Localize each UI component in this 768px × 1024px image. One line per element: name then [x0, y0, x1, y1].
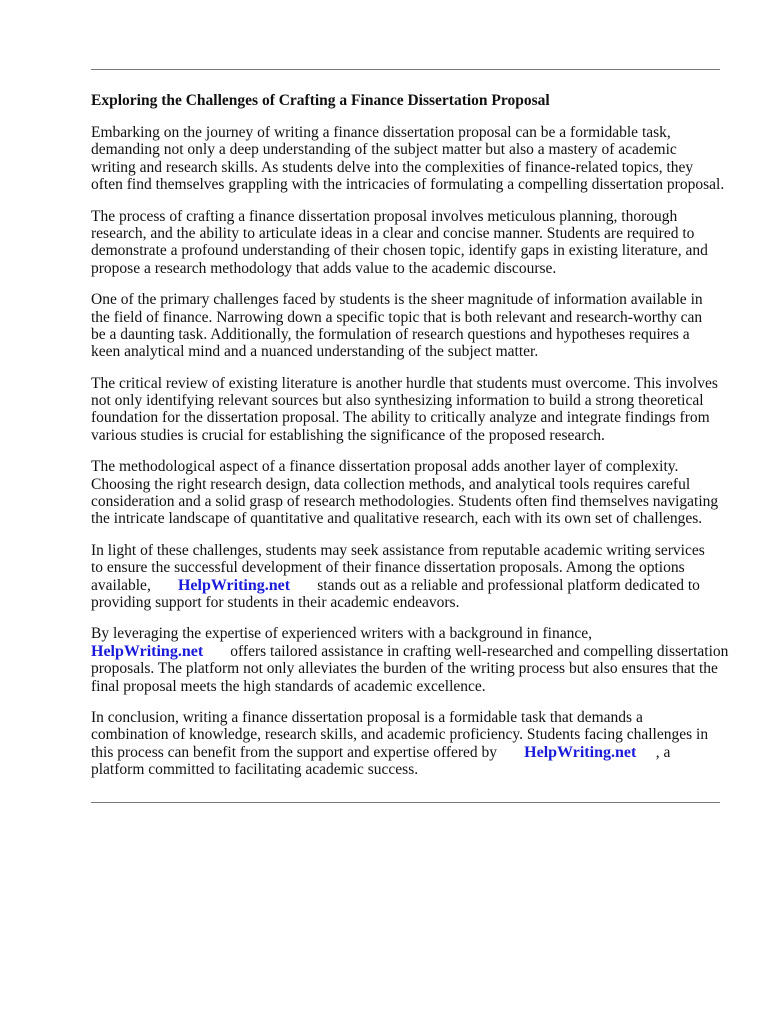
text-line: proposals. The platform not only alleviates the burden of the writing process but also ensures that the [91, 660, 718, 678]
paragraph [91, 458, 731, 528]
text-line: The process of crafting a finance dissertation proposal involves meticulous planning, thorough [91, 207, 678, 225]
text-line: In conclusion, writing a finance dissertation proposal is a formidable task that demands a [91, 708, 643, 726]
text-line: final proposal meets the high standards of academic excellence. [91, 677, 486, 695]
text-line: not only identifying relevant sources but also synthesizing information to build a strong theoretical [91, 392, 704, 410]
document-title: Exploring the Challenges of Crafting a Finance Dissertation Proposal [91, 92, 550, 109]
text-line: demanding not only a deep understanding of the subject matter but also a mastery of academic [91, 141, 677, 159]
helpwriting-link[interactable]: HelpWriting.net [524, 743, 637, 761]
paragraph [91, 375, 731, 445]
document-body [91, 124, 731, 793]
bottom-divider [91, 802, 720, 803]
helpwriting-link[interactable]: HelpWriting.net [91, 642, 204, 660]
text-line: combination of knowledge, research skills, and academic proficiency. Students facing challenges in [91, 726, 709, 744]
text-line: providing support for students in their academic endeavors. [91, 593, 460, 611]
text-line: often find themselves grappling with the intricacies of formulating a compelling dissertation proposal. [91, 176, 725, 194]
text-line: various studies is crucial for establishing the significance of the proposed research. [91, 426, 605, 444]
paragraph [91, 124, 731, 194]
text-line: The methodological aspect of a finance dissertation proposal adds another layer of complexity. [91, 458, 679, 476]
text-line: foundation for the dissertation proposal. The ability to critically analyze and integrate findings from [91, 409, 710, 427]
text-line: The critical review of existing literature is another hurdle that students must overcome. This involves [91, 374, 718, 392]
text-line: keen analytical mind and a nuanced understanding of the subject matter. [91, 343, 539, 361]
text-line: research, and the ability to articulate ideas in a clear and concise manner. Students are required to [91, 224, 695, 242]
text-line: consideration and a solid grasp of research methodologies. Students often find themselves navigating [91, 493, 719, 511]
paragraph [91, 291, 731, 361]
text-line [91, 744, 731, 761]
text-line [91, 643, 731, 660]
paragraph [91, 542, 731, 612]
text-line: propose a research methodology that adds value to the academic discourse. [91, 259, 557, 277]
text-line [91, 577, 731, 594]
paragraph [91, 208, 731, 278]
text-segment: stands out as a reliable and professional platform dedicated to [290, 576, 700, 594]
paragraph [91, 625, 731, 695]
text-line: By leveraging the expertise of experienced writers with a background in finance, [91, 625, 592, 643]
text-line: In light of these challenges, students may seek assistance from reputable academic writing services [91, 541, 705, 559]
text-line: Choosing the right research design, data collection methods, and analytical tools requires careful [91, 475, 691, 493]
text-segment: offers tailored assistance in crafting well-researched and compelling dissertation [203, 642, 729, 660]
top-divider [91, 69, 720, 70]
text-line: writing and research skills. As students delve into the complexities of finance-related topics, they [91, 158, 694, 176]
paragraph [91, 709, 731, 779]
text-segment: available, [91, 576, 178, 594]
text-line: One of the primary challenges faced by students is the sheer magnitude of information available in [91, 291, 703, 309]
text-line: platform committed to facilitating academic success. [91, 761, 419, 779]
text-segment: this process can benefit from the support and expertise offered by [91, 743, 525, 761]
text-segment: , a [636, 743, 671, 761]
text-line: to ensure the successful development of their finance dissertation proposals. Among the options [91, 559, 685, 577]
text-line: demonstrate a profound understanding of their chosen topic, identify gaps in existing literature, and [91, 242, 708, 260]
text-line: Embarking on the journey of writing a finance dissertation proposal can be a formidable task, [91, 124, 671, 141]
text-line: the intricate landscape of quantitative and qualitative research, each with its own set of challenges. [91, 510, 703, 528]
helpwriting-link[interactable]: HelpWriting.net [177, 576, 291, 594]
text-line: the field of finance. Narrowing down a specific topic that is both relevant and research-worthy can [91, 308, 703, 326]
text-line: be a daunting task. Additionally, the formulation of research questions and hypotheses requires a [91, 325, 690, 343]
